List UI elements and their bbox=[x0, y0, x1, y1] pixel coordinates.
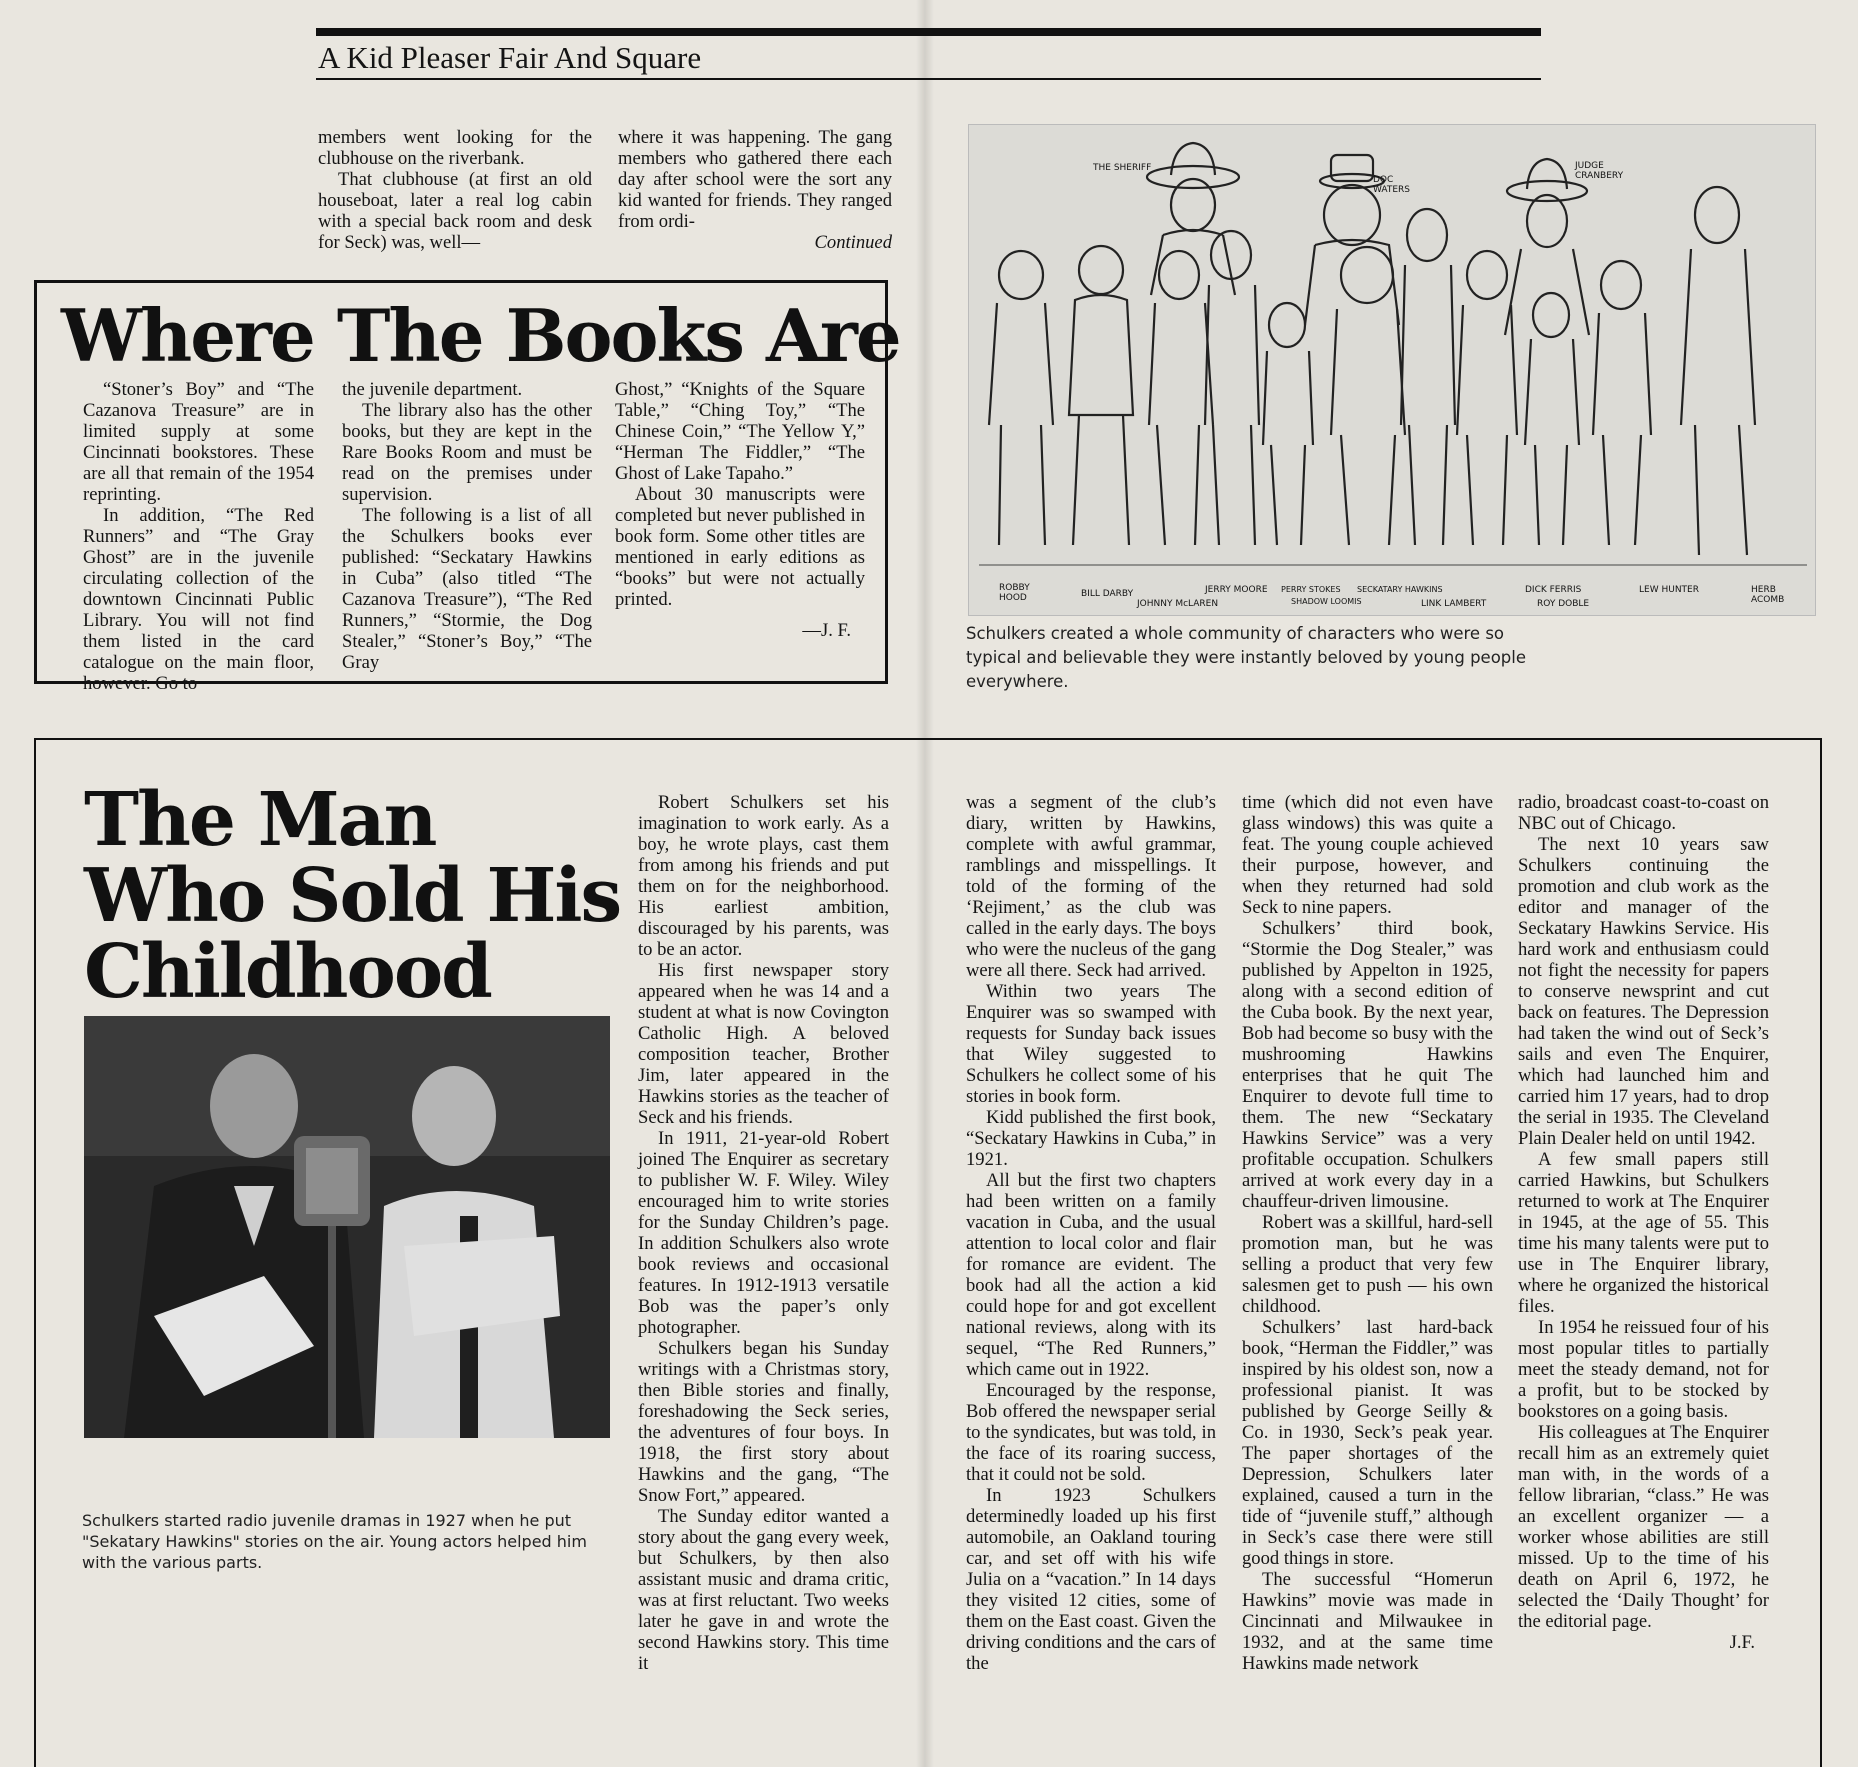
paragraph: The following is a list of all the Schulkers books ever published: “Seckatary Hawkins in Cuba” (also titled “The Cazanova Treasure”), “The Red Runners,” “Stormie, the Dog Stealer,” “Stoner’s Boy,” “The Gray bbox=[342, 505, 592, 673]
photo-caption: Schulkers started radio juvenile dramas in 1927 when he put "Sekatary Hawkins" stories on the air. Young actors helped him with the various parts. bbox=[82, 1511, 587, 1572]
label-doc-waters: DOC WATERS bbox=[1373, 175, 1411, 195]
label-bill-darby: BILL DARBY bbox=[1081, 589, 1134, 599]
signature: —J. F. bbox=[802, 620, 851, 641]
books-col2 bbox=[342, 379, 592, 673]
books-headline: Where The Books Are bbox=[61, 293, 900, 378]
headline-line: Childhood bbox=[84, 929, 491, 1015]
paragraph: In 1954 he reissued four of his most popular titles to partially meet the steady demand, not for a profit, but to be stocked by bookstores on a going basis. bbox=[1518, 1317, 1769, 1422]
paragraph: radio, broadcast coast-to-coast on NBC out of Chicago. bbox=[1518, 792, 1769, 834]
paragraph: His first newspaper story appeared when he was 14 and a student at what is now Covington Catholic High. A beloved composition teacher, Brother Jim, later appeared in the Hawkins stories as the teacher of Seck and his friends. bbox=[638, 960, 889, 1128]
top-article-col2 bbox=[618, 127, 892, 253]
paragraph: Encouraged by the response, Bob offered the newspaper serial to the syndicates, but was told, in the face of its roaring success, that it could not be sold. bbox=[966, 1380, 1216, 1485]
main-col1 bbox=[638, 792, 889, 1674]
continued-label: Continued bbox=[814, 232, 892, 253]
paragraph: members went looking for the clubhouse on the riverbank. bbox=[318, 127, 592, 169]
paragraph: The next 10 years saw Schulkers continuing the promotion and club work as the editor and manager of the Seckatary Hawkins Service. His hard work and enthusiasm could not fight the necessity for papers to conserve newsprint and cut back on features. The Depression had taken the wind out of Seck’s sails and even The Enquirer, which had launched him and carried him 17 years, had to drop the serial in 1935. The Cleveland Plain Dealer held on until 1942. bbox=[1518, 834, 1769, 1149]
paragraph: Within two years The Enquirer was so swamped with requests for Sunday back issues that Wiley suggested to Schulkers he collect some of his stories in book form. bbox=[966, 981, 1216, 1107]
top-rule bbox=[316, 28, 1541, 36]
paragraph: time (which did not even have glass windows) this was quite a feat. The young couple achieved their purpose, however, and when they returned had sold Seck to nine papers. bbox=[1242, 792, 1493, 918]
label-johnny-mclaren: JOHNNY McLAREN bbox=[1137, 599, 1219, 609]
label-robby-hood: ROBBY HOOD bbox=[999, 583, 1030, 603]
paragraph: Schulkers’ last hard-back book, “Herman the Fiddler,” was inspired by his oldest son, now a professional pianist. It was published by George Seilly & Co. in 1930, Seck’s peak year. The paper shortages of the Depression, Schulkers later explained, caused a turn in the tide of “juvenile stuff,” although in Seck’s case there were still good things in store. bbox=[1242, 1317, 1493, 1569]
main-col2 bbox=[966, 792, 1216, 1674]
title-underline bbox=[316, 78, 1541, 80]
paragraph: In 1911, 21-year-old Robert joined The Enquirer as secretary to publisher W. F. Wiley. Wiley encouraged him to write stories for the Sunday Children’s page. In addition Schulkers also wrote book reviews and occasional features. In 1912-1913 versatile Bob was the paper’s only photographer. bbox=[638, 1128, 889, 1338]
main-col4 bbox=[1518, 792, 1769, 1653]
label-roy-doble: ROY DOBLE bbox=[1537, 599, 1590, 609]
paragraph: was a segment of the club’s diary, written by Hawkins, complete with awful grammar, ramblings and misspellings. It told of the forming of the ‘Rejiment,’ as the club was called in the early days. The boys who were the nucleus of the gang were all there. Seck had arrived. bbox=[966, 792, 1216, 981]
main-col3 bbox=[1242, 792, 1493, 1674]
label-herb-acomb: HERB ACOMB bbox=[1751, 585, 1785, 605]
headline-line: Who Sold His bbox=[84, 853, 621, 939]
paragraph: “Stoner’s Boy” and “The Cazanova Treasure” are in limited supply at some Cincinnati bookstores. These are all that remain of the 1954 reprinting. bbox=[83, 379, 314, 505]
paragraph: Robert Schulkers set his imagination to work early. As a boy, he wrote plays, cast them from among his friends and put them on for the neighborhood. His earliest ambition, discouraged by his parents, was to be an actor. bbox=[638, 792, 889, 960]
paragraph: In 1923 Schulkers determinedly loaded up his first automobile, an Oakland touring car, and set off with his wife Julia on a “vacation.” In 14 days they visited 12 cities, some of them on the East coast. Given the driving conditions and the cars of the bbox=[966, 1485, 1216, 1674]
paragraph: the juvenile department. bbox=[342, 379, 523, 400]
headline-line: The Man bbox=[84, 777, 436, 863]
books-col1 bbox=[83, 379, 314, 694]
paragraph: About 30 manuscripts were completed but never published in book form. Some other titles are mentioned in early editions as “books” but were not actually printed. bbox=[615, 484, 865, 610]
label-sheriff: THE SHERIFF bbox=[1093, 163, 1152, 173]
main-headline bbox=[84, 777, 621, 1015]
label-shadow-loomis: SHADOW LOOMIS bbox=[1291, 597, 1362, 606]
label-jerry-moore: JERRY MOORE bbox=[1205, 585, 1268, 595]
section-title: A Kid Pleaser Fair And Square bbox=[318, 40, 702, 75]
books-box bbox=[34, 280, 900, 694]
label-dick-ferris: DICK FERRIS bbox=[1525, 585, 1582, 595]
radio-photo bbox=[84, 1016, 610, 1438]
label-lew-hunter: LEW HUNTER bbox=[1639, 585, 1699, 595]
signature: J.F. bbox=[1729, 1632, 1755, 1653]
paragraph: Kidd published the first book, “Seckatary Hawkins in Cuba,” in 1921. bbox=[966, 1107, 1216, 1170]
paragraph: That clubhouse (at first an old houseboat, later a real log cabin with a special back room and desk for Seck) was, well— bbox=[318, 169, 592, 253]
main-article-box bbox=[34, 738, 1822, 1767]
paragraph: His colleagues at The Enquirer recall him as an extremely quiet man with, in the words of a fellow librarian, “class.” He was an excellent organizer — a worker whose abilities are still missed. Up to the time of his death on April 6, 1972, he selected the ‘Daily Thought’ for the editorial page. bbox=[1518, 1422, 1769, 1632]
paragraph: In addition, “The Red Runners” and “The Gray Ghost” are in the juvenile circulating collection of the downtown Cincinnati Public Library. You will not find them listed in the card catalogue on the main floor, however. Go to bbox=[83, 505, 314, 694]
paragraph: where it was happening. The gang members who gathered there each day after school were the sort any kid wanted for friends. They ranged from ordi- bbox=[618, 127, 892, 232]
label-perry-stokes: PERRY STOKES bbox=[1281, 585, 1341, 594]
paragraph: Ghost,” “Knights of the Square Table,” “Ching Toy,” “The Chinese Coin,” “The Yellow Y,” “Herman The Fiddler,” “The Ghost of Lake Tapaho.” bbox=[615, 379, 865, 484]
paragraph: The Sunday editor wanted a story about the gang every week, but Schulkers, by then also assistant music and drama critic, was at first reluctant. Two weeks later he gave in and wrote the second Hawkins story. This time it bbox=[638, 1506, 889, 1674]
paragraph: Schulkers’ third book, “Stormie the Dog Stealer,” was published by Appelton in 1925, along with a second edition of the Cuba book. By the next year, Bob had become so busy with the mushrooming Hawkins enterprises that he quit The Enquirer to devote full time to them. The new “Seckatary Hawkins Service” was a very profitable occupation. Schulkers arrived at work every day in a chauffeur-driven limousine. bbox=[1242, 918, 1493, 1212]
cartoon-caption: Schulkers created a whole community of characters who were so typical and believable they were instantly beloved by young people everywhere. bbox=[966, 624, 1527, 691]
paragraph: A few small papers still carried Hawkins, but Schulkers returned to work at The Enquirer in 1945, at the age of 55. This time his many talents were put to use in The Enquirer library, where he organized the historical files. bbox=[1518, 1149, 1769, 1317]
label-link-lambert: LINK LAMBERT bbox=[1421, 599, 1487, 609]
cartoon-illustration bbox=[968, 124, 1816, 616]
label-seckatary-hawkins: SECKATARY HAWKINS bbox=[1357, 585, 1443, 594]
top-article-col1 bbox=[318, 127, 592, 253]
label-judge-cranbery: JUDGE CRANBERY bbox=[1575, 161, 1624, 181]
radio-photo-drawing bbox=[84, 1016, 610, 1438]
paragraph: All but the first two chapters had been written on a family vacation in Cuba, and the usual attention to local color and flair for romance are evident. The book had all the action a kid could hope for and got excellent national reviews, along with its sequel, “The Red Runners,” which came out in 1922. bbox=[966, 1170, 1216, 1380]
paragraph: The library also has the other books, but they are kept in the Rare Books Room and must be read on the premises under supervision. bbox=[342, 400, 592, 505]
paragraph: Schulkers began his Sunday writings with a Christmas story, then Bible stories and finally, foreshadowing the Seck series, the adventures of four boys. In 1918, the first story about Hawkins and the gang, “The Snow Fort,” appeared. bbox=[638, 1338, 889, 1506]
paragraph: Robert was a skillful, hard-sell promotion man, but he was selling a product that very few salesmen get to push — his own childhood. bbox=[1242, 1212, 1493, 1317]
cartoon-drawing bbox=[969, 125, 1816, 616]
books-col3 bbox=[615, 379, 865, 641]
paragraph: The successful “Homerun Hawkins” movie was made in Cincinnati and Milwaukee in 1932, and at the same time Hawkins made network bbox=[1242, 1569, 1493, 1674]
